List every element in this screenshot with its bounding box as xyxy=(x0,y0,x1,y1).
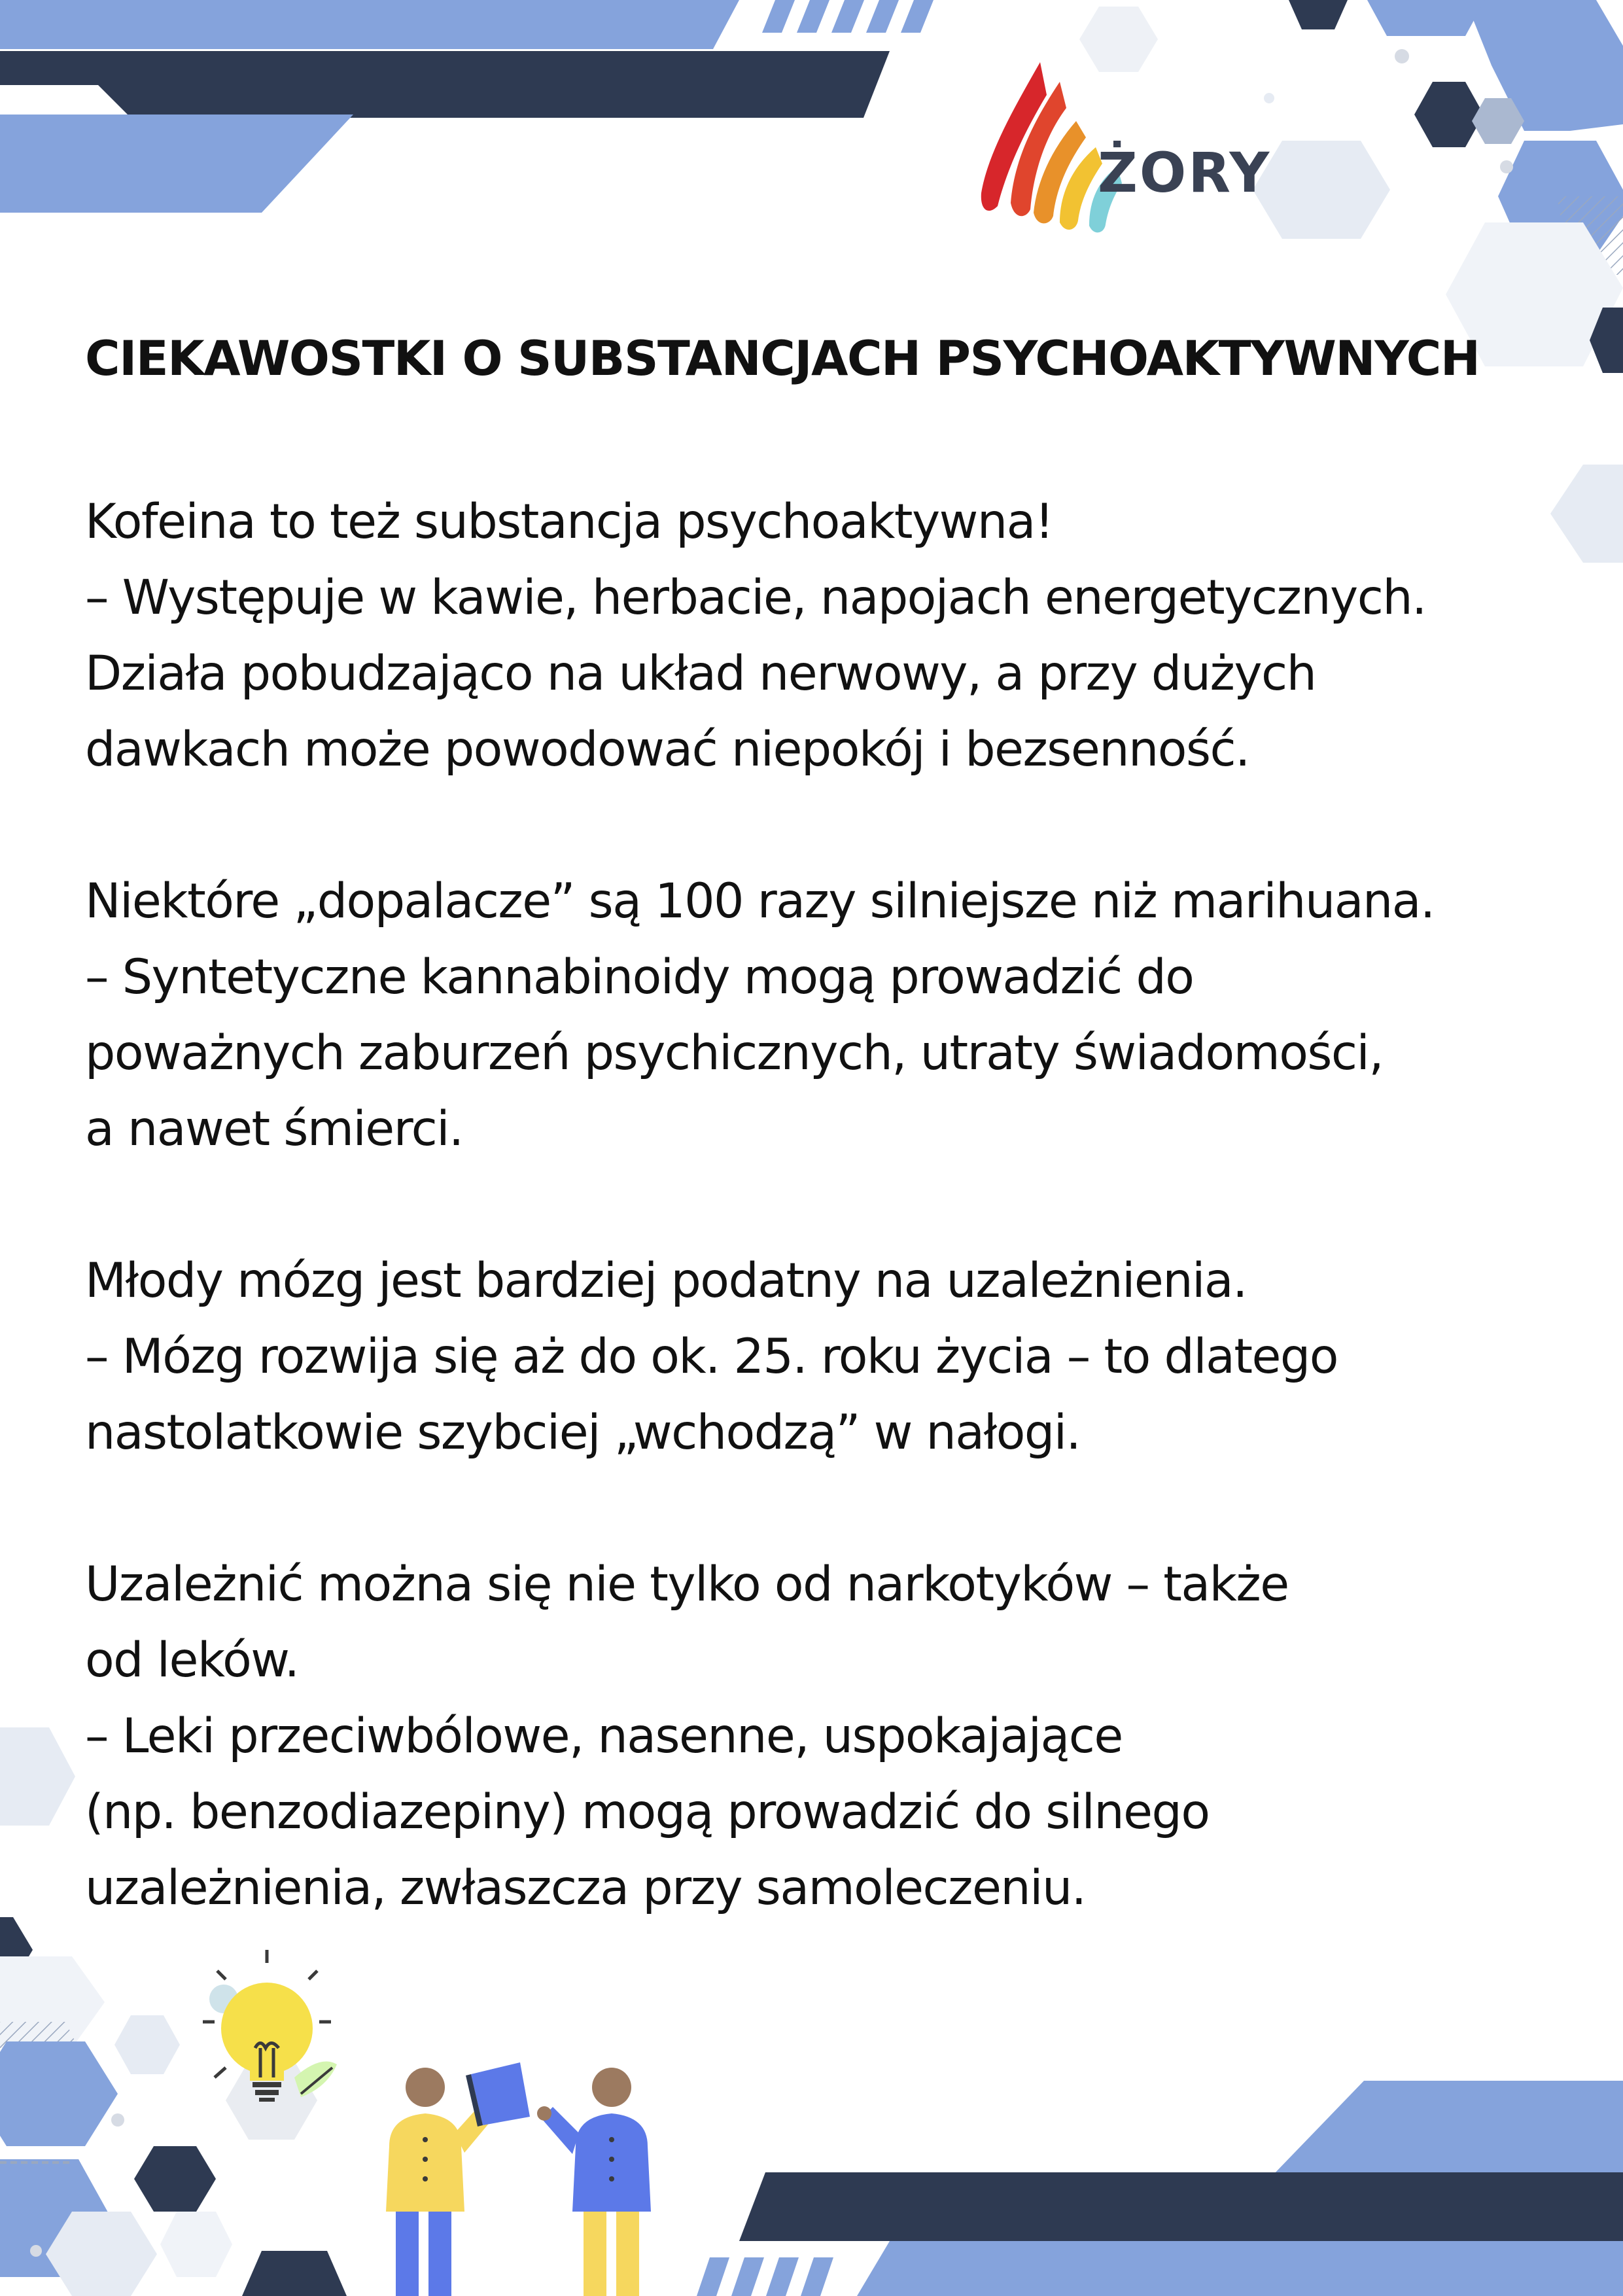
text-line: Działa pobudzająco na układ nerwowy, a przy dużych xyxy=(85,646,1316,701)
text-line: – Mózg rozwija się aż do ok. 25. roku życia – to dlatego xyxy=(85,1329,1338,1385)
text-line: Uzależnić można się nie tylko od narkotyków – także xyxy=(85,1557,1289,1612)
text-line: – Syntetyczne kannabinoidy mogą prowadzić do xyxy=(85,949,1194,1005)
page-title: CIEKAWOSTKI O SUBSTANCJACH PSYCHOAKTYWNYCH xyxy=(85,331,1480,387)
content-body xyxy=(85,484,1563,2002)
text-line: (np. benzodiazepiny) mogą prowadzić do silnego xyxy=(85,1784,1210,1840)
text-line: – Leki przeciwbólowe, nasenne, uspokajające xyxy=(85,1708,1123,1764)
fact-paragraph xyxy=(85,484,1563,788)
text-line: nastolatkowie szybciej „wchodzą” w nałogi. xyxy=(85,1405,1081,1460)
fact-paragraph xyxy=(85,864,1563,1167)
text-line: Młody mózg jest bardziej podatny na uzależnienia. xyxy=(85,1253,1247,1309)
text-line: uzależnienia, zwłaszcza przy samoleczeniu. xyxy=(85,1860,1086,1916)
text-line: – Występuje w kawie, herbacie, napojach energetycznych. xyxy=(85,570,1426,626)
text-line: dawkach może powodować niepokój i bezsenność. xyxy=(85,722,1249,777)
text-line: od leków. xyxy=(85,1633,299,1688)
fact-paragraph xyxy=(85,1547,1563,1926)
fact-paragraph xyxy=(85,1243,1563,1471)
text-line: Niektóre „dopalacze” są 100 razy silniejsze niż marihuana. xyxy=(85,874,1435,929)
text-line: Kofeina to też substancja psychoaktywna! xyxy=(85,494,1053,550)
text-line: poważnych zaburzeń psychicznych, utraty świadomości, xyxy=(85,1025,1384,1081)
people-with-lightbulb-icon xyxy=(190,1950,687,2296)
text-line: a nawet śmierci. xyxy=(85,1101,463,1157)
logo-text: ŻORY xyxy=(1098,141,1272,205)
